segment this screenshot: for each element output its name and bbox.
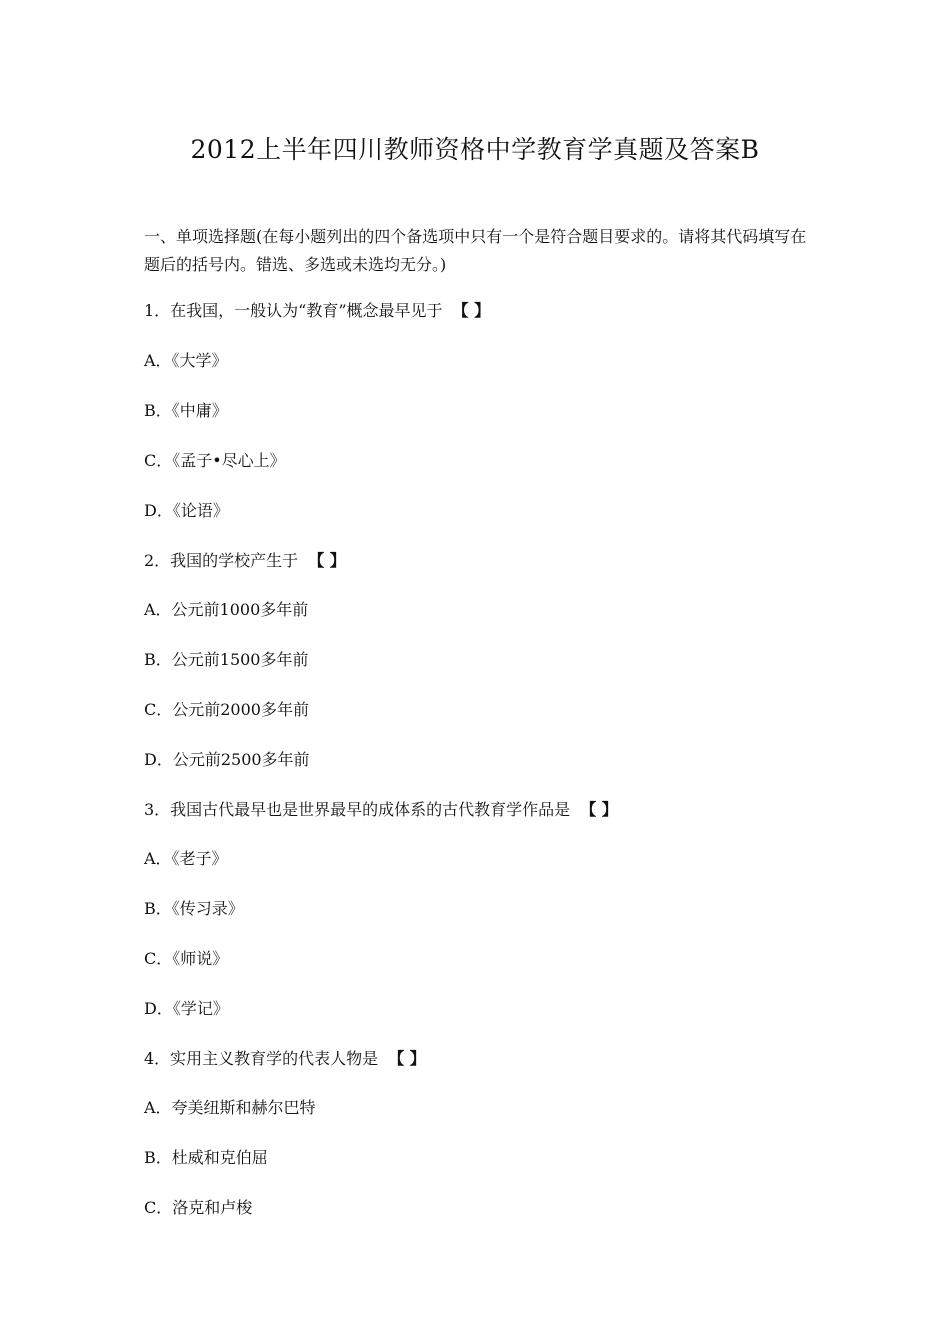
question-3-option-d: D．《学记》: [144, 999, 229, 1018]
question-2-option-a: A．公元前1000多年前: [144, 600, 309, 619]
question-3-option-a: A．《老子》: [144, 849, 228, 868]
document-title: 2012上半年四川教师资格中学教育学真题及答案B: [190, 135, 760, 164]
question-1-option-a: A．《大学》: [144, 351, 228, 370]
answer-bracket: 【 】: [452, 301, 491, 320]
question-1-stem: [144, 299, 490, 323]
question-3-stem: [144, 798, 618, 822]
question-3-option-c: C．《师说》: [144, 949, 229, 968]
question-stem-text: 3．我国古代最早也是世界最早的成体系的古代教育学作品是: [144, 800, 571, 819]
question-stem-text: 1．在我国，一般认为“教育”概念最早见于: [144, 301, 443, 320]
question-2-option-b: B．公元前1500多年前: [144, 650, 309, 669]
question-4-option-b: B．杜威和克伯屈: [144, 1148, 268, 1167]
question-1-option-d: D．《论语》: [144, 501, 229, 520]
question-1-option-b: B．《中庸》: [144, 401, 228, 420]
question-4-option-c: C．洛克和卢梭: [144, 1198, 253, 1217]
question-stem-text: 4．实用主义教育学的代表人物是: [144, 1049, 379, 1068]
question-2-stem: [144, 549, 346, 573]
question-4-option-a: A．夸美纽斯和赫尔巴特: [144, 1098, 316, 1117]
section-heading: 一、单项选择题(在每小题列出的四个备选项中只有一个是符合题目要求的。请将其代码填写在题后的括号内。错选、多选或未选均无分。): [144, 227, 807, 274]
question-4-stem: [144, 1047, 426, 1071]
question-3-option-b: B．《传习录》: [144, 899, 244, 918]
answer-bracket: 【 】: [580, 800, 618, 819]
question-1-option-c: C．《孟子•尽心上》: [144, 451, 286, 470]
question-2-option-d: D．公元前2500多年前: [144, 750, 310, 769]
answer-bracket: 【 】: [388, 1049, 426, 1068]
question-stem-text: 2．我国的学校产生于: [144, 551, 299, 570]
answer-bracket: 【 】: [308, 551, 346, 570]
question-2-option-c: C．公元前2000多年前: [144, 700, 309, 719]
